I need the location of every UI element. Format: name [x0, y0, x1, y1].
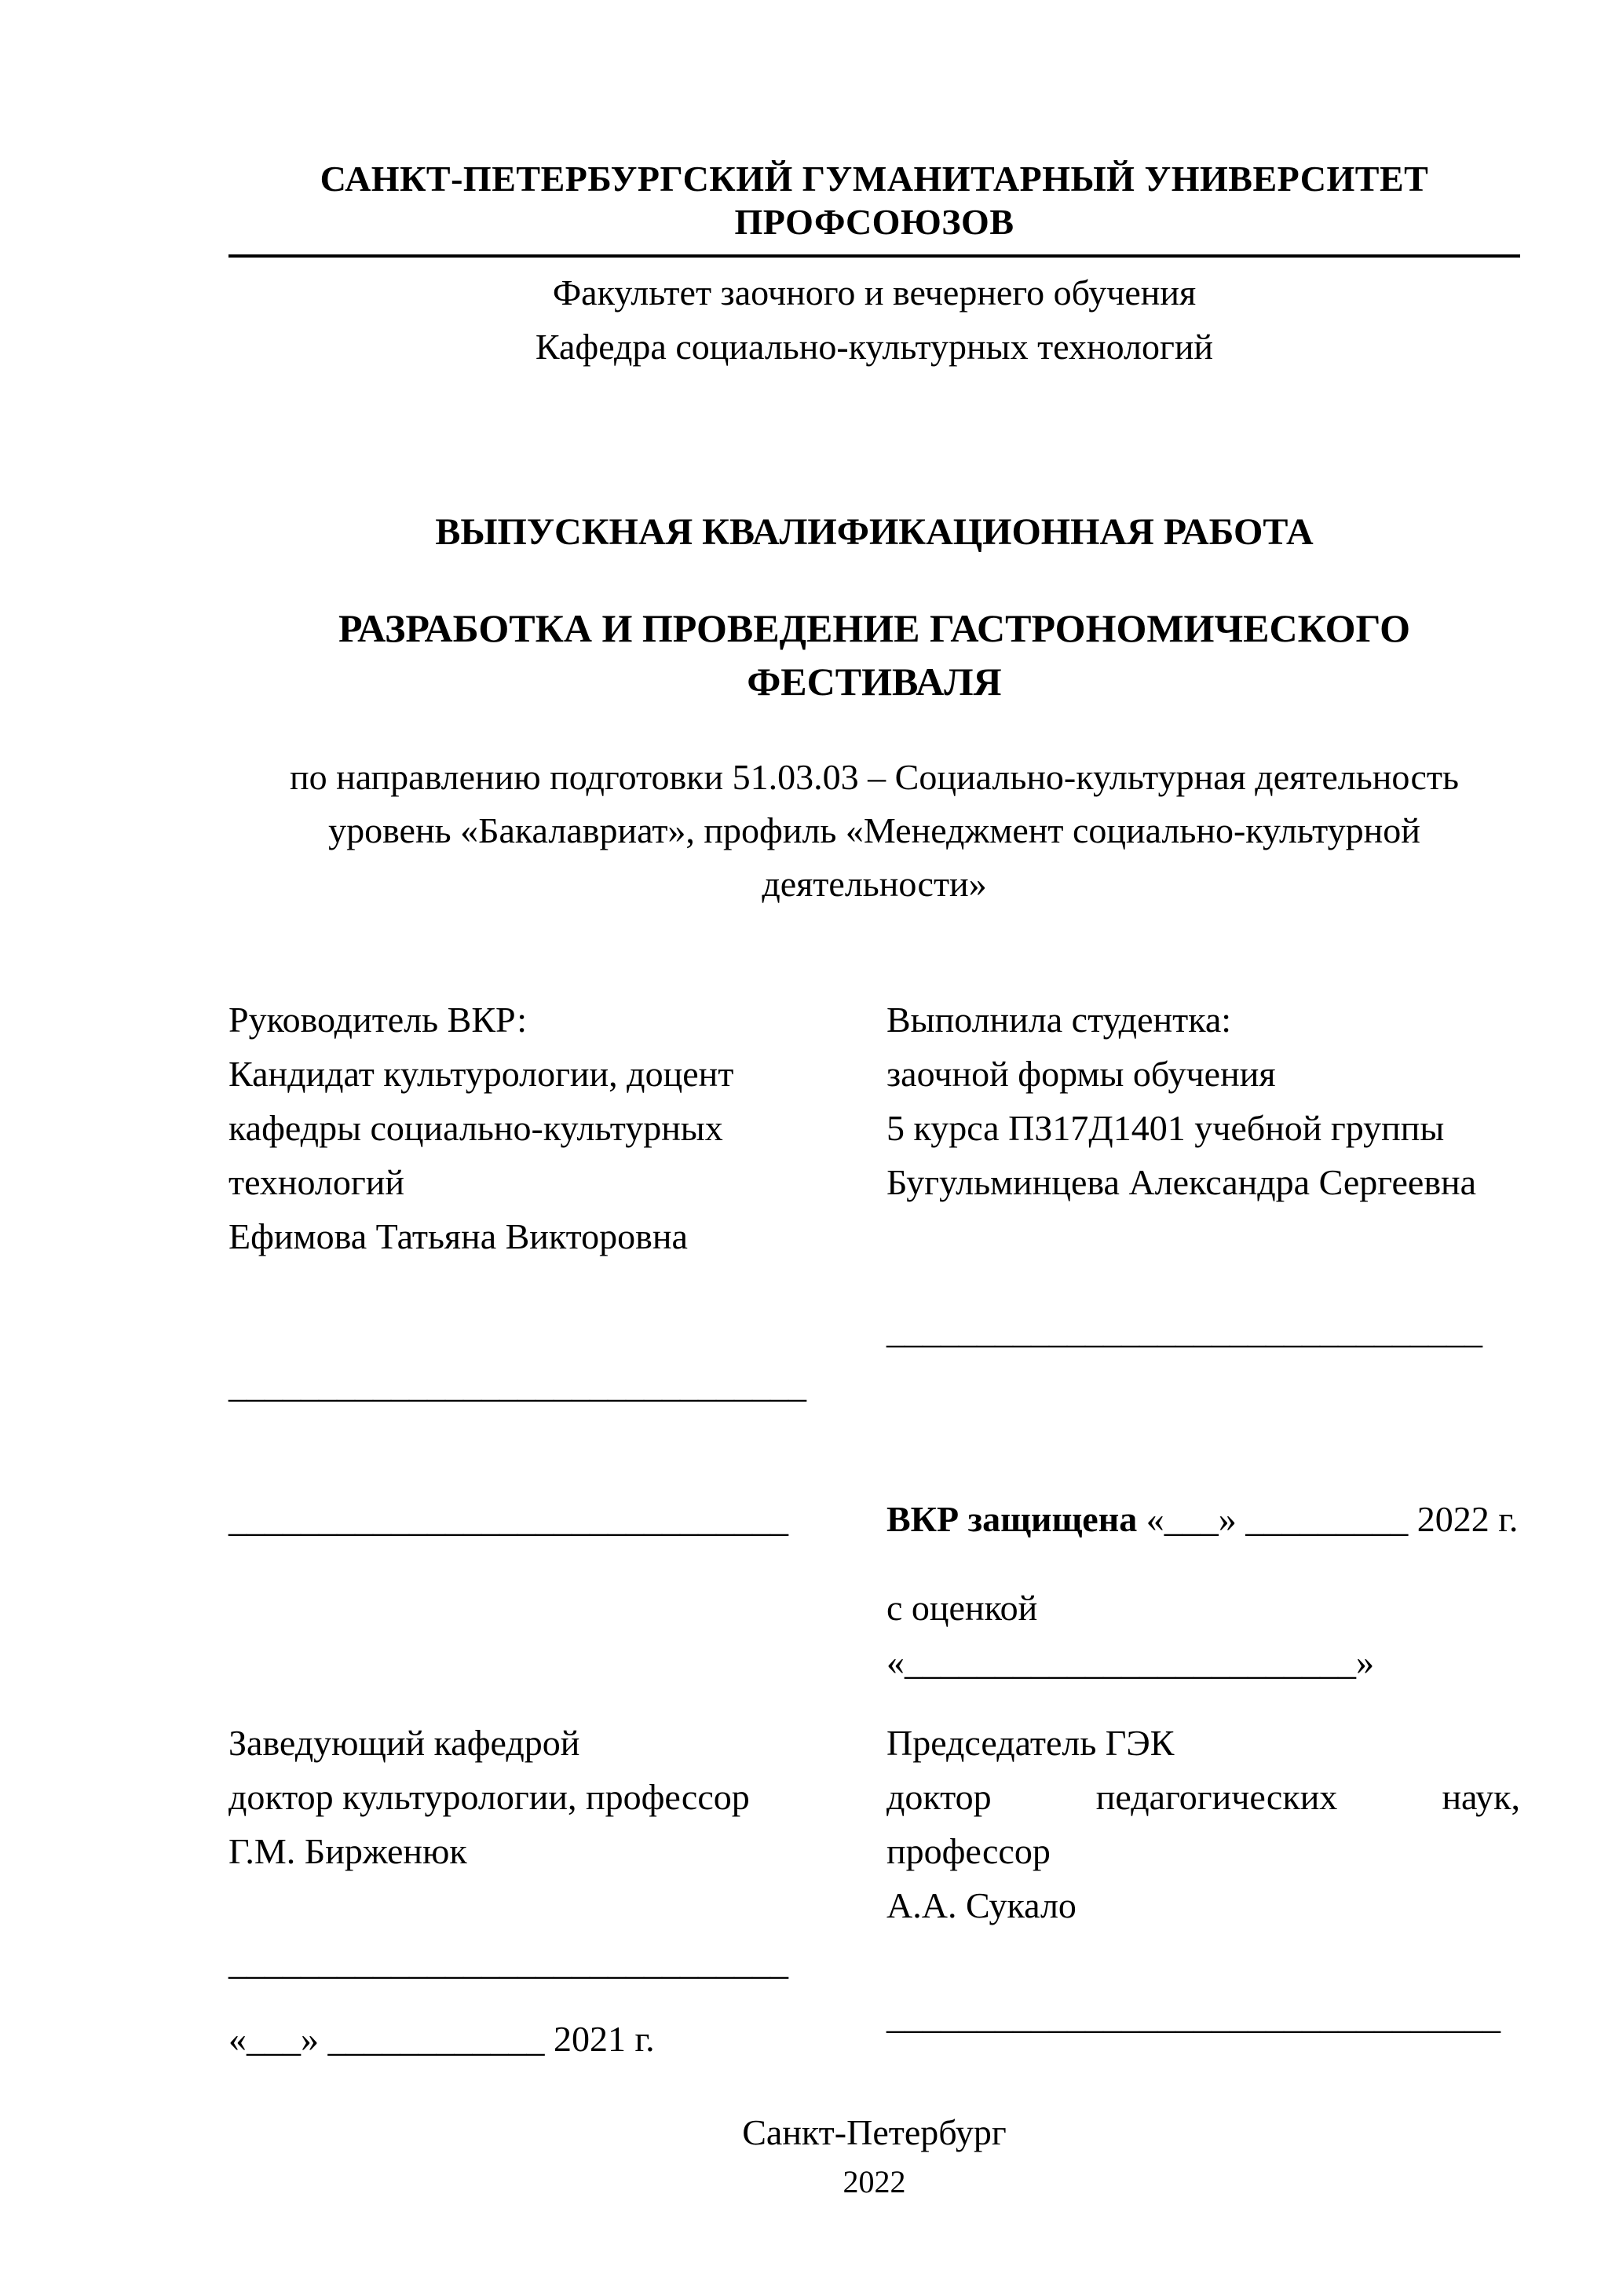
thesis-title-line2: ФЕСТИВАЛЯ: [747, 659, 1002, 704]
footer-year: 2022: [843, 2164, 906, 2200]
supervisor-signature-line: ________________________________: [228, 1365, 806, 1406]
supervisor-line: Кандидат культурологии, доцент: [228, 1054, 734, 1095]
program-line2: уровень «Бакалавриат», профиль «Менеджмент социально-культурной: [328, 810, 1420, 851]
grade-left-empty: [228, 1581, 886, 1689]
chairman-line: профессор: [886, 1831, 1051, 1872]
supervisor-line: технологий: [228, 1162, 404, 1203]
thesis-title: [228, 602, 1520, 708]
thesis-title-line1: РАЗРАБОТКА И ПРОВЕДЕНИЕ ГАСТРОНОМИЧЕСКОГО: [338, 606, 1410, 651]
department-name: Кафедра социально-культурных технологий: [535, 327, 1214, 367]
student-line: Бугульминцева Александра Сергеевна: [886, 1162, 1477, 1203]
student-line: 5 курса ПЗ17Д1401 учебной группы: [886, 1108, 1445, 1149]
chairman-line: доктор педагогических наук,: [886, 1777, 1520, 1818]
supervisor-line: кафедры социально-культурных: [228, 1108, 723, 1149]
head-line: доктор культурологии, профессор: [228, 1777, 750, 1818]
chairman-signature-line: __________________________________: [886, 1996, 1501, 2037]
left-signature-line: _______________________________: [228, 1499, 788, 1540]
head-signature-line: _______________________________: [228, 1942, 788, 1983]
student-line: Выполнила студентка:: [886, 1000, 1232, 1040]
head-date-line: «___» ____________ 2021 г.: [228, 2019, 655, 2060]
defense-left: [228, 1492, 886, 1546]
defense-row: [228, 1492, 1520, 1546]
program-line3: деятельности»: [762, 864, 987, 905]
footer-city: Санкт-Петербург: [742, 2112, 1007, 2153]
head-of-department-block: [228, 1716, 886, 2066]
faculty-name: Факультет заочного и вечернего обучения: [552, 272, 1197, 313]
student-block: [886, 993, 1520, 1412]
defense-date-blank: «___» _________ 2022 г.: [1137, 1499, 1519, 1540]
people-row: [228, 993, 1520, 1412]
supervisor-line: Ефимова Татьяна Викторовна: [228, 1216, 688, 1257]
university-name: САНКТ-ПЕТЕРБУРГСКИЙ ГУМАНИТАРНЫЙ УНИВЕРСИТЕТ ПРОФСОЮЗОВ: [228, 157, 1520, 258]
chairman-line: Председатель ГЭК: [886, 1723, 1175, 1764]
student-line: заочной формы обучения: [886, 1054, 1276, 1095]
head-line: Заведующий кафедрой: [228, 1723, 580, 1764]
program-info: [228, 751, 1520, 911]
program-line1: по направлению подготовки 51.03.03 – Социально-культурная деятельность: [289, 757, 1459, 798]
head-line: Г.М. Бирженюк: [228, 1831, 467, 1872]
officials-row: [228, 1716, 1520, 2066]
student-signature-line: _________________________________: [886, 1311, 1482, 1351]
supervisor-block: [228, 993, 886, 1412]
grade-line: с оценкой «_________________________»: [886, 1588, 1374, 1683]
chairman-line: А.А. Сукало: [886, 1885, 1077, 1926]
supervisor-line: Руководитель ВКР:: [228, 1000, 528, 1040]
work-type-heading: ВЫПУСКНАЯ КВАЛИФИКАЦИОННАЯ РАБОТА: [435, 511, 1314, 554]
chairman-block: [886, 1716, 1520, 2066]
grade-row: [228, 1581, 1520, 1689]
defense-right: [886, 1492, 1520, 1546]
defense-label: ВКР защищена: [886, 1499, 1138, 1540]
